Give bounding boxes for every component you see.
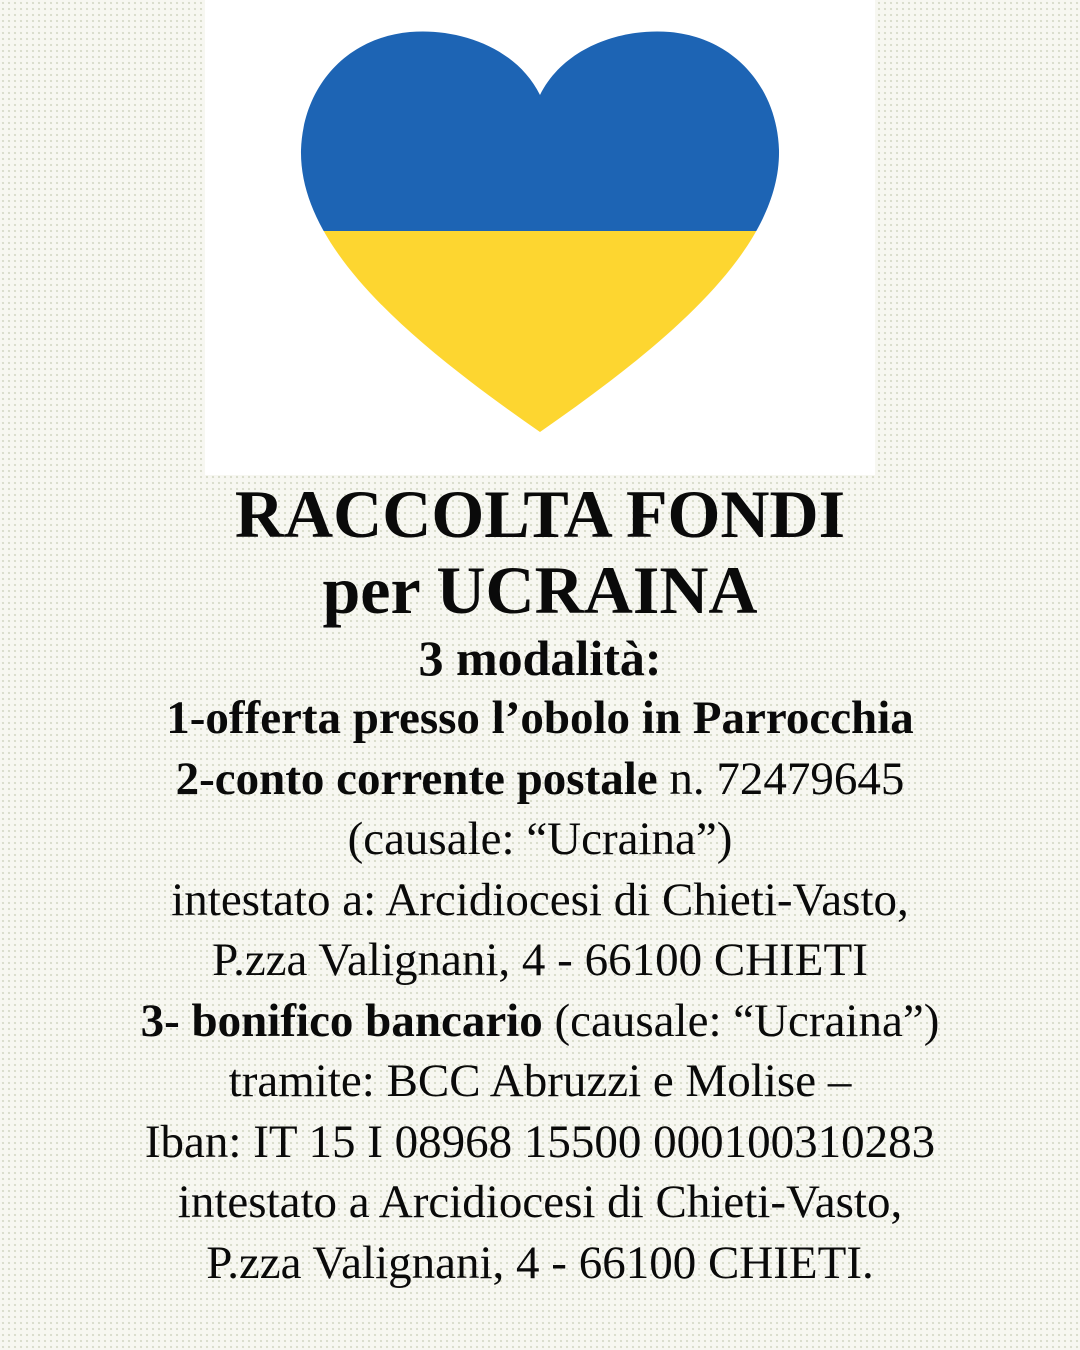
- mode-2-label: 2-conto corrente postale: [175, 752, 658, 805]
- mode-3-bank: tramite: BCC Abruzzi e Molise –: [228, 1055, 852, 1107]
- mode-2-holder: intestato a: Arcidiocesi di Chieti-Vasto,: [171, 873, 909, 926]
- mode-3-causale: (causale: “Ucraina”): [542, 994, 940, 1047]
- ukraine-heart-icon: [205, 0, 875, 475]
- heart-panel: [205, 0, 875, 475]
- mode-3-holder: intestato a Arcidiocesi di Chieti-Vasto,: [177, 1176, 903, 1228]
- fundraising-text: [0, 476, 1080, 1293]
- mode-3-address: P.zza Valignani, 4 - 66100 CHIETI.: [206, 1236, 874, 1289]
- title-line-1: RACCOLTA FONDI: [234, 476, 846, 552]
- mode-2-line: [0, 749, 1080, 810]
- mode-3-label: 3- bonifico bancario: [140, 994, 543, 1047]
- postal-account-number: n. 72479645: [657, 752, 905, 805]
- heart-yellow-half: [205, 231, 875, 475]
- heart-blue-half: [205, 0, 875, 231]
- mode-1-line: [0, 688, 1080, 749]
- mode-3-line: [0, 991, 1080, 1052]
- mode-3-iban: Iban: IT 15 I 08968 15500 000100310283: [144, 1115, 936, 1168]
- mode-1-label: 1-offerta presso l’obolo in Parrocchia: [166, 692, 914, 744]
- title-line-2: per UCRAINA: [322, 552, 758, 628]
- mode-2-address: P.zza Valignani, 4 - 66100 CHIETI: [212, 934, 868, 986]
- modes-heading: 3 modalità:: [418, 630, 662, 686]
- mode-2-causale: (causale: “Ucraina”): [347, 813, 733, 865]
